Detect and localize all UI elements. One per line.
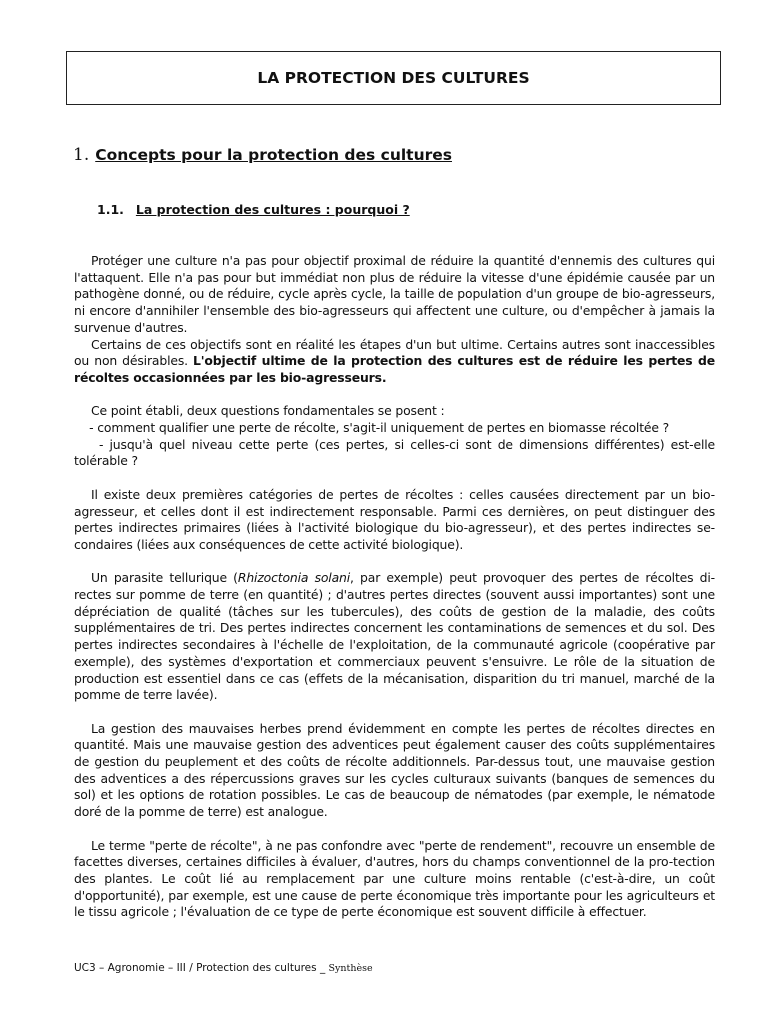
section-title: Concepts pour la protection des cultures (95, 146, 452, 164)
body-text (74, 253, 715, 921)
section-heading (73, 145, 452, 165)
paragraph-5 (74, 570, 715, 704)
subsection-number: 1.1. (97, 202, 124, 217)
question-item-2 (74, 437, 715, 470)
question-item-2-text: - jusqu'à quel niveau cette perte (ces pertes, si celles-ci sont de dimensions différentes) est-elle tolérable ? (74, 436, 715, 469)
species-name: Rhizoctonia solani (237, 570, 351, 586)
paragraph-1: Protéger une culture n'a pas pour objectif proximal de réduire la quantité d'ennemis des cultures qui l'attaquent. Elle n'a pas pour but immédiat non plus de réduire la vitesse d'une épidémie causée par un pathogène donné, ou de réduire, cycle après cycle, la taille de population d'un groupe de bio-agresseurs, ni encore d'annihiler l'ensemble des bio-agresseurs qui affectent une culture, ou d'empêcher à jamais la survenue d'autres. (74, 253, 715, 335)
paragraph-3: Ce point établi, deux questions fondamentales se posent : (91, 403, 445, 419)
paragraph-4: Il existe deux premières catégories de pertes de récoltes : celles causées directement par un bio-agresseur, et celles dont il est indirectement responsable. Parmi ces dernières, on peut distinguer des pertes indirectes primaires (liées à l'activité biologique du bio-agresseur), et des pertes indirectes se-condaires (liées aux conséquences de cette activité biologique). (74, 486, 715, 552)
footer-small-text: Synthèse (328, 963, 373, 974)
footer-text: UC3 – Agronomie – III / Protection des cultures _ (74, 962, 329, 974)
paragraph-2-text: Certains de ces objectifs sont en réalité les étapes d'un but ultime. Certains autres sont inaccessibles ou non désirables. (74, 336, 715, 369)
page-footer (74, 962, 373, 974)
paragraph-2 (74, 337, 715, 387)
paragraph-5-rest: , par exemple) peut provoquer des pertes de récoltes di-rectes sur pomme de terre (en quantité) ; d'autres pertes directes (souvent aussi importantes) sont une dépréciation de qualité (tâches sur les tubercules), des coûts de gestion de la maladie, des coûts supplémentaires de tri. Des pertes indirectes concernent les contaminations de semences et du sol. Des pertes indirectes secondaires à l'échelle de l'exploitation, de la communauté agricole (coopérative par exemple), des systèmes d'exportation et commerciaux peuvent s'ensuivre. Le rôle de la situation de production est essentiel dans ce cas (effets de la mécanisation, disparition du tri manuel, marché de la pomme de terre lavée). (74, 570, 715, 703)
subsection-title: La protection des cultures : pourquoi ? (135, 202, 410, 217)
paragraph-2-bold: L'objectif ultime de la protection des cultures est de réduire les pertes de récoltes occasionnées par les bio-agresseurs. (74, 353, 715, 385)
title-box (66, 51, 721, 105)
question-item-1 (74, 420, 715, 437)
paragraph-7: Le terme "perte de récolte", à ne pas confondre avec "perte de rendement", recouvre un ensemble de facettes diverses, certaines difficiles à évaluer, d'autres, hors du champs conventionnel de la pro-tection des plantes. Le coût lié au remplacement par une culture moins rentable (c'est-à-dire, un coût d'opportunité), par exemple, est une cause de perte économique très importante pour les agriculteurs et le tissu agricole ; l'évaluation de ce type de perte économique est souvent difficile à effectuer. (74, 837, 715, 920)
subsection-heading (97, 202, 410, 217)
section-number: 1. (73, 145, 90, 165)
paragraph-6: La gestion des mauvaises herbes prend évidemment en compte les pertes de récoltes directes en quantité. Mais une mauvaise gestion des adventices peut également causer des coûts supplémentaires de gestion du peuplement et des coûts de récolte additionnels. Par-dessus tout, une mauvaise gestion des adventices a des répercussions graves sur les cycles culturaux suivants (banques de semences du sol) et les options de rotation possibles. Le cas de beaucoup de nématodes (par exemple, le nématode doré de la pomme de terre) est analogue. (74, 720, 715, 820)
paragraph-5-start: Un parasite tellurique ( (91, 570, 238, 586)
page-title: LA PROTECTION DES CULTURES (257, 69, 530, 87)
question-item-1-text: - comment qualifier une perte de récolte, s'agit-il uniquement de pertes en biomasse récoltée ? (89, 420, 670, 436)
